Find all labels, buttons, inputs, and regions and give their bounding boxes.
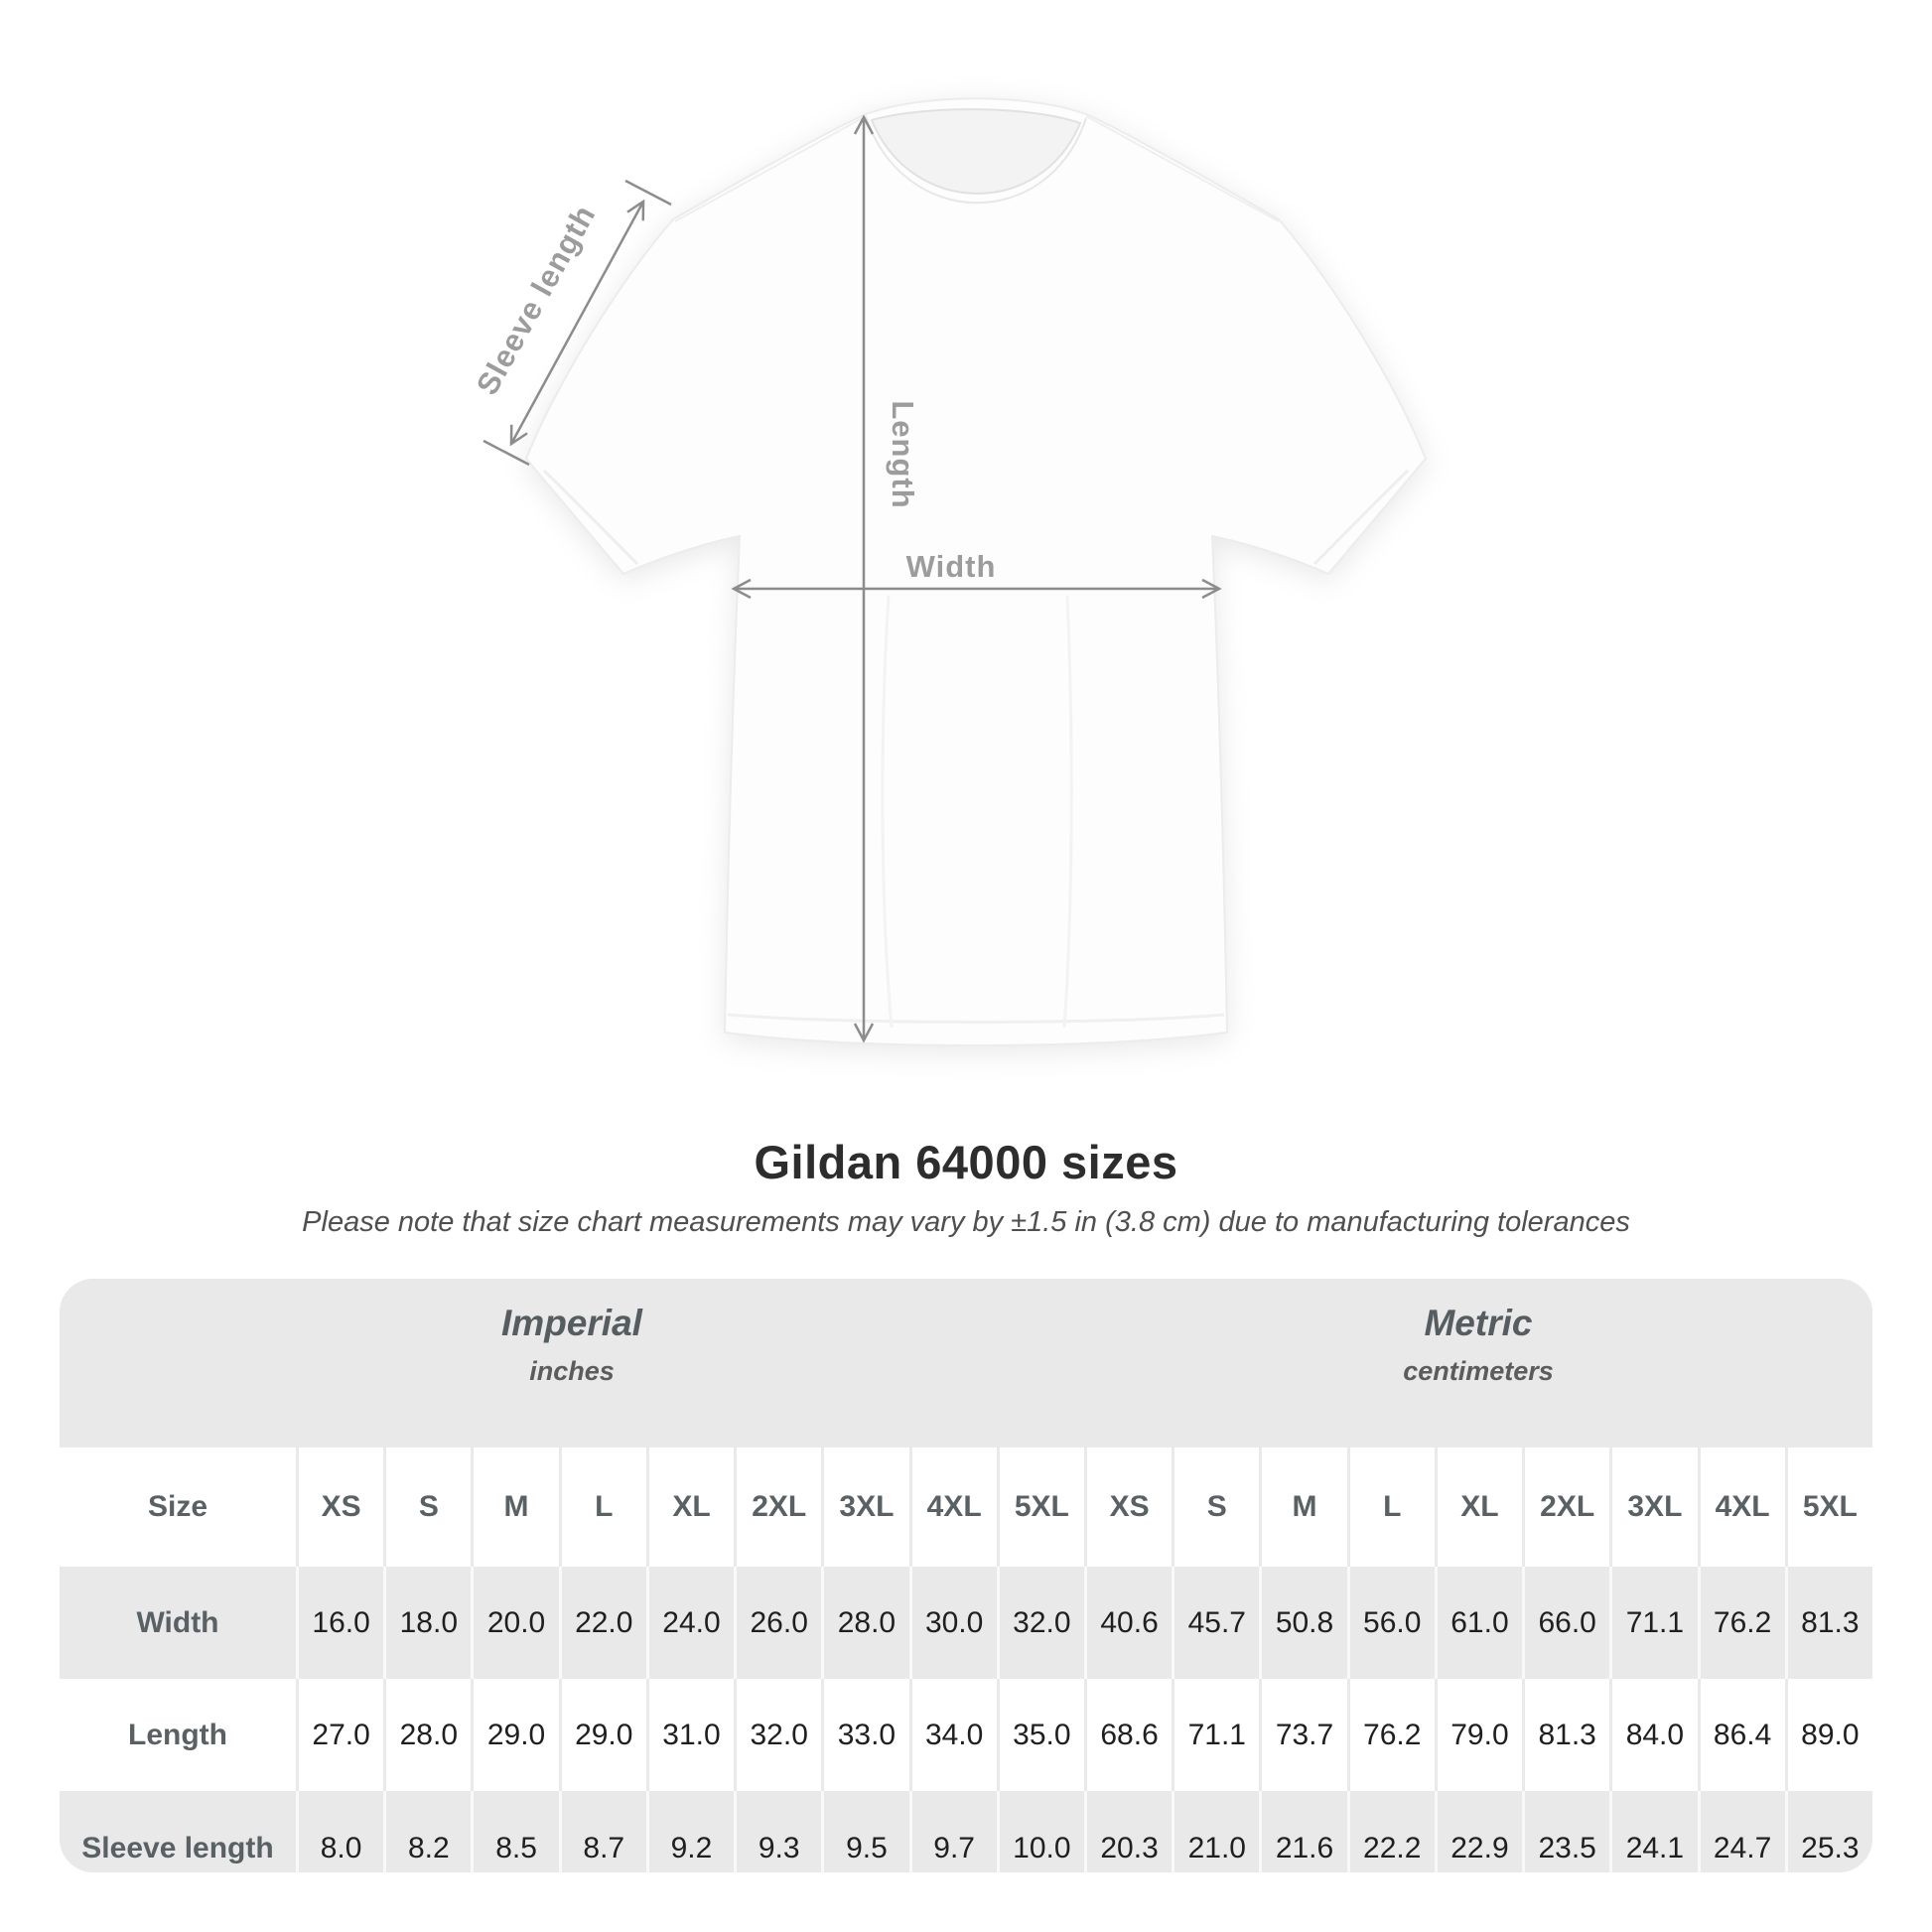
sleeve-length-label: Sleeve length [469, 199, 603, 401]
length-row [60, 1679, 1872, 1791]
imperial-unit: inches [529, 1356, 615, 1386]
size-header: XL [646, 1448, 734, 1567]
value-cell: 33.0 [821, 1679, 908, 1791]
value-cell: 40.6 [1084, 1567, 1172, 1679]
value-cell: 73.7 [1259, 1679, 1346, 1791]
size-header: L [559, 1448, 646, 1567]
imperial-group-header [60, 1279, 1084, 1448]
size-header-row [60, 1448, 1872, 1567]
width-label: Width [905, 549, 997, 584]
value-cell: 30.0 [909, 1567, 997, 1679]
value-cell: 32.0 [734, 1679, 821, 1791]
value-cell: 81.3 [1785, 1567, 1872, 1679]
value-cell: 68.6 [1084, 1679, 1172, 1791]
value-cell: 8.7 [559, 1791, 646, 1872]
page-title: Gildan 64000 sizes [754, 1136, 1178, 1188]
value-cell: 9.5 [821, 1791, 908, 1872]
value-cell: 66.0 [1522, 1567, 1609, 1679]
size-header: M [471, 1448, 558, 1567]
value-cell: 76.2 [1698, 1567, 1785, 1679]
tolerance-note: Please note that size chart measurements may vary by ±1.5 in (3.8 cm) due to manufacturing tolerances [302, 1206, 1630, 1238]
size-table [60, 1279, 1872, 1872]
value-cell: 31.0 [646, 1679, 734, 1791]
value-cell: 56.0 [1347, 1567, 1435, 1679]
value-cell: 24.7 [1698, 1791, 1785, 1872]
metric-label: Metric [1424, 1303, 1533, 1343]
sleeve-arrow-end-tick [625, 181, 671, 205]
value-cell: 45.7 [1172, 1567, 1259, 1679]
size-header: 4XL [909, 1448, 997, 1567]
value-cell: 89.0 [1785, 1679, 1872, 1791]
value-cell: 79.0 [1435, 1679, 1522, 1791]
value-cell: 9.7 [909, 1791, 997, 1872]
value-cell: 71.1 [1609, 1567, 1697, 1679]
value-cell: 29.0 [471, 1679, 558, 1791]
value-cell: 28.0 [383, 1679, 471, 1791]
value-cell: 71.1 [1172, 1679, 1259, 1791]
size-header: XS [296, 1448, 383, 1567]
size-header: L [1347, 1448, 1435, 1567]
length-label: Length [886, 400, 920, 509]
value-cell: 21.6 [1259, 1791, 1346, 1872]
value-cell: 27.0 [296, 1679, 383, 1791]
row-label: Sleeve length [60, 1791, 296, 1872]
size-header: XS [1084, 1448, 1172, 1567]
value-cell: 21.0 [1172, 1791, 1259, 1872]
value-cell: 26.0 [734, 1567, 821, 1679]
value-cell: 84.0 [1609, 1679, 1697, 1791]
value-cell: 35.0 [997, 1679, 1084, 1791]
size-column-header: Size [60, 1448, 296, 1567]
value-cell: 20.3 [1084, 1791, 1172, 1872]
size-header: 3XL [821, 1448, 908, 1567]
row-label: Width [60, 1567, 296, 1679]
imperial-label: Imperial [501, 1303, 642, 1343]
unit-group-row [60, 1279, 1872, 1448]
size-header: 2XL [1522, 1448, 1609, 1567]
size-table-container [60, 1279, 1872, 1872]
value-cell: 18.0 [383, 1567, 471, 1679]
metric-unit: centimeters [1403, 1356, 1554, 1386]
value-cell: 50.8 [1259, 1567, 1346, 1679]
value-cell: 10.0 [997, 1791, 1084, 1872]
value-cell: 28.0 [821, 1567, 908, 1679]
value-cell: 8.0 [296, 1791, 383, 1872]
value-cell: 61.0 [1435, 1567, 1522, 1679]
value-cell: 25.3 [1785, 1791, 1872, 1872]
value-cell: 22.2 [1347, 1791, 1435, 1872]
size-header: XL [1435, 1448, 1522, 1567]
value-cell: 81.3 [1522, 1679, 1609, 1791]
value-cell: 23.5 [1522, 1791, 1609, 1872]
value-cell: 9.2 [646, 1791, 734, 1872]
value-cell: 16.0 [296, 1567, 383, 1679]
sleeve-length-row [60, 1791, 1872, 1872]
value-cell: 22.0 [559, 1567, 646, 1679]
value-cell: 32.0 [997, 1567, 1084, 1679]
size-header: 3XL [1609, 1448, 1697, 1567]
value-cell: 8.2 [383, 1791, 471, 1872]
size-header: 5XL [997, 1448, 1084, 1567]
size-header: M [1259, 1448, 1346, 1567]
size-header: S [383, 1448, 471, 1567]
value-cell: 20.0 [471, 1567, 558, 1679]
width-row [60, 1567, 1872, 1679]
size-header: 4XL [1698, 1448, 1785, 1567]
size-header: S [1172, 1448, 1259, 1567]
value-cell: 29.0 [559, 1679, 646, 1791]
size-header: 5XL [1785, 1448, 1872, 1567]
size-header: 2XL [734, 1448, 821, 1567]
value-cell: 24.0 [646, 1567, 734, 1679]
value-cell: 34.0 [909, 1679, 997, 1791]
metric-group-header [1084, 1279, 1872, 1448]
value-cell: 76.2 [1347, 1679, 1435, 1791]
value-cell: 9.3 [734, 1791, 821, 1872]
value-cell: 22.9 [1435, 1791, 1522, 1872]
row-label: Length [60, 1679, 296, 1791]
value-cell: 86.4 [1698, 1679, 1785, 1791]
value-cell: 8.5 [471, 1791, 558, 1872]
sleeve-arrow-end-tick [483, 441, 529, 465]
value-cell: 24.1 [1609, 1791, 1697, 1872]
